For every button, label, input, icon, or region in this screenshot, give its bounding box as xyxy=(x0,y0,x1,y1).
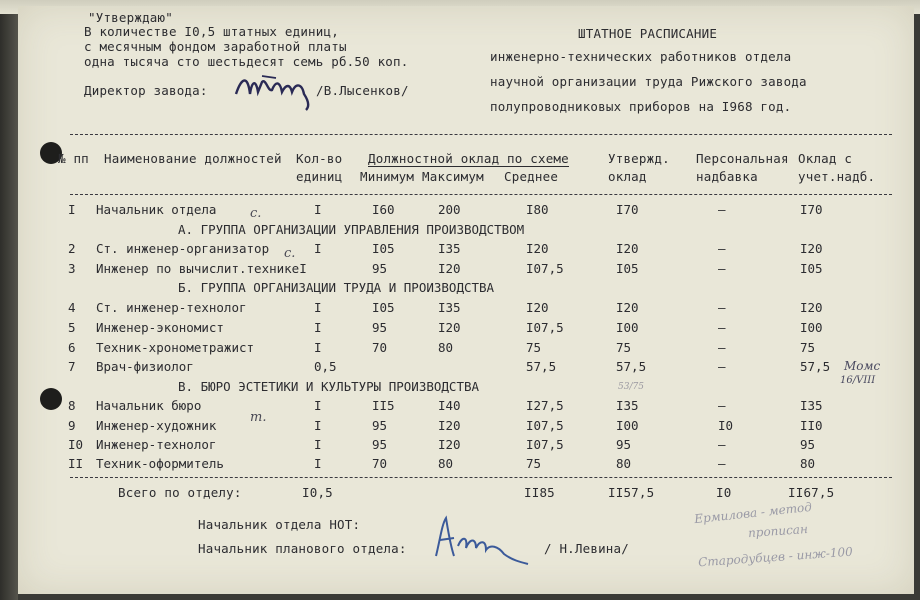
section-a-heading: А. ГРУППА ОРГАНИЗАЦИИ УПРАВЛЕНИЯ ПРОИЗВОДСТВОМ xyxy=(178,222,525,237)
header-qty-1: Кол-во xyxy=(296,151,343,166)
row-total-salary: I35 xyxy=(800,398,823,413)
row-personal-bonus: – xyxy=(718,202,726,217)
row-number: 6 xyxy=(68,340,76,355)
row-personal-bonus: – xyxy=(718,300,726,315)
row-quantity: I xyxy=(314,320,322,335)
row-personal-bonus: – xyxy=(718,241,726,256)
pencil-note-575: 53/75 xyxy=(618,382,644,392)
header-personal-2: надбавка xyxy=(696,169,758,184)
row-personal-bonus: – xyxy=(718,340,726,355)
header-approved-2: оклад xyxy=(608,169,647,184)
row-position-name: Инженер по вычислит.техникеI xyxy=(96,261,307,276)
row-salary-avg: I07,5 xyxy=(526,320,564,335)
row-position-name: Ст. инженер-организатор xyxy=(96,241,270,256)
table-row xyxy=(18,202,914,221)
header-top-rule xyxy=(70,134,892,135)
row-position-name: Ст. инженер-технолог xyxy=(96,300,247,315)
table-row xyxy=(18,241,914,260)
row-approved-salary: I05 xyxy=(616,261,639,276)
header-name: Наименование должностей xyxy=(104,151,282,166)
totals-label: Всего по отделу: xyxy=(118,485,242,500)
row-number: 8 xyxy=(68,398,76,413)
row-personal-bonus: – xyxy=(718,320,726,335)
row-approved-salary: 75 xyxy=(616,340,632,355)
approval-line-3: с месячным фондом заработной платы xyxy=(84,39,347,54)
row-personal-bonus: – xyxy=(718,437,726,452)
row-salary-min: I05 xyxy=(372,241,395,256)
table-row xyxy=(18,418,914,437)
title-line-3: научной организации труда Рижского завода xyxy=(490,74,807,89)
row-salary-min: 70 xyxy=(372,340,388,355)
plan-head-name: / Н.Левина/ xyxy=(544,541,629,556)
pencil-note-bottom-1: Ермилова - метод xyxy=(693,499,813,527)
row-quantity: I xyxy=(314,300,322,315)
row-quantity: I xyxy=(314,202,322,217)
row-salary-min: I05 xyxy=(372,300,395,315)
table-row xyxy=(18,437,914,456)
approval-title: "Утверждаю" xyxy=(88,10,173,25)
row-salary-max: 80 xyxy=(438,456,454,471)
row-position-name: Техник-хронометражист xyxy=(96,340,255,355)
row-salary-max: I20 xyxy=(438,418,461,433)
header-personal-1: Персональная xyxy=(696,151,789,166)
row-salary-max: 200 xyxy=(438,202,461,217)
document-title: ШТАТНОЕ РАСПИСАНИЕ xyxy=(578,26,718,41)
header-max: Максимум xyxy=(422,169,484,184)
row-position-name: Врач-физиолог xyxy=(96,359,194,374)
row-position-name: Начальник отдела xyxy=(96,202,217,217)
title-line-4: полупроводниковых приборов на I968 год. xyxy=(490,99,792,114)
handwritten-note-right-2: 16/VIII xyxy=(840,375,876,386)
header-qty-2: единиц xyxy=(296,169,343,184)
row-salary-avg: I27,5 xyxy=(526,398,564,413)
section-b-heading: Б. ГРУППА ОРГАНИЗАЦИИ ТРУДА И ПРОИЗВОДСТВА xyxy=(178,280,495,295)
row-salary-min: 95 xyxy=(372,437,388,452)
head-not-label: Начальник отдела НОТ: xyxy=(198,517,361,532)
row-salary-min: II5 xyxy=(372,398,395,413)
row-salary-max: I20 xyxy=(438,261,461,276)
row-personal-bonus: – xyxy=(718,359,726,374)
table-row xyxy=(18,456,914,475)
planning-signature xyxy=(428,510,538,566)
row-total-salary: 75 xyxy=(800,340,816,355)
row-position-name: Инженер-художник xyxy=(96,418,217,433)
pencil-note-bottom-2: прописан xyxy=(747,521,809,541)
row-salary-avg: 57,5 xyxy=(526,359,557,374)
table-row xyxy=(18,340,914,359)
row-salary-avg: I20 xyxy=(526,300,549,315)
row-position-name: Инженер-технолог xyxy=(96,437,217,452)
table-row xyxy=(18,300,914,319)
row-number: 9 xyxy=(68,418,76,433)
header-total-2: учет.надб. xyxy=(798,169,876,184)
row-salary-max: 80 xyxy=(438,340,454,355)
row-personal-bonus: – xyxy=(718,261,726,276)
totals-approved: II57,5 xyxy=(608,485,655,500)
row-position-name: Начальник бюро xyxy=(96,398,202,413)
handwritten-mark-c-1: с. xyxy=(250,206,262,221)
row-approved-salary: I70 xyxy=(616,202,639,217)
row-personal-bonus: – xyxy=(718,398,726,413)
section-v-heading: В. БЮРО ЭСТЕТИКИ И КУЛЬТУРЫ ПРОИЗВОДСТВА xyxy=(178,379,480,394)
row-quantity: I xyxy=(314,398,322,413)
row-salary-min: 95 xyxy=(372,261,388,276)
row-salary-avg: I07,5 xyxy=(526,437,564,452)
row-approved-salary: I20 xyxy=(616,300,639,315)
row-salary-avg: I07,5 xyxy=(526,261,564,276)
head-plan-label: Начальник планового отдела: xyxy=(198,541,407,556)
row-salary-avg: 75 xyxy=(526,456,542,471)
totals-total: II67,5 xyxy=(788,485,835,500)
row-approved-salary: I20 xyxy=(616,241,639,256)
table-row xyxy=(18,261,914,280)
header-avg: Среднее xyxy=(504,169,559,184)
row-position-name: Инженер-экономист xyxy=(96,320,224,335)
totals-rule xyxy=(70,477,892,478)
scan-background xyxy=(0,0,18,600)
table-row xyxy=(18,359,914,378)
header-total-1: Оклад с xyxy=(798,151,853,166)
row-personal-bonus: I0 xyxy=(718,418,734,433)
header-min: Минимум xyxy=(360,169,415,184)
document-page xyxy=(18,6,914,594)
row-salary-min: 70 xyxy=(372,456,388,471)
row-quantity: I xyxy=(314,241,322,256)
row-number: I xyxy=(68,202,76,217)
row-number: 2 xyxy=(68,241,76,256)
row-number: 5 xyxy=(68,320,76,335)
row-salary-avg: 75 xyxy=(526,340,542,355)
row-salary-max: I20 xyxy=(438,320,461,335)
table-row xyxy=(18,320,914,339)
table-row xyxy=(18,398,914,417)
row-approved-salary: I00 xyxy=(616,418,639,433)
title-line-2: инженерно-технических работников отдела xyxy=(490,49,792,64)
row-salary-avg: I80 xyxy=(526,202,549,217)
row-number: 3 xyxy=(68,261,76,276)
totals-avg: II85 xyxy=(524,485,555,500)
row-number: I0 xyxy=(68,437,84,452)
row-salary-max: I35 xyxy=(438,241,461,256)
row-salary-avg: I07,5 xyxy=(526,418,564,433)
handwritten-mark-t: т. xyxy=(250,410,267,425)
row-salary-max: I35 xyxy=(438,300,461,315)
row-total-salary: I70 xyxy=(800,202,823,217)
row-salary-max: I40 xyxy=(438,398,461,413)
row-salary-avg: I20 xyxy=(526,241,549,256)
row-approved-salary: 57,5 xyxy=(616,359,647,374)
totals-qty: I0,5 xyxy=(302,485,333,500)
row-total-salary: II0 xyxy=(800,418,823,433)
row-number: 7 xyxy=(68,359,76,374)
row-total-salary: I00 xyxy=(800,320,823,335)
row-salary-max: I20 xyxy=(438,437,461,452)
row-approved-salary: I35 xyxy=(616,398,639,413)
totals-personal: I0 xyxy=(716,485,732,500)
row-approved-salary: I00 xyxy=(616,320,639,335)
row-quantity: I xyxy=(314,437,322,452)
row-number: 4 xyxy=(68,300,76,315)
row-total-salary: 57,5 xyxy=(800,359,831,374)
pencil-note-bottom-3: Стародубцев - инж-100 xyxy=(697,544,854,570)
row-quantity: 0,5 xyxy=(314,359,337,374)
row-total-salary: I20 xyxy=(800,241,823,256)
row-salary-min: 95 xyxy=(372,418,388,433)
row-quantity: I xyxy=(314,418,322,433)
row-total-salary: I05 xyxy=(800,261,823,276)
row-quantity: I xyxy=(314,456,322,471)
row-total-salary: 95 xyxy=(800,437,816,452)
row-position-name: Техник-оформитель xyxy=(96,456,224,471)
header-approved-1: Утвержд. xyxy=(608,151,670,166)
row-personal-bonus: – xyxy=(718,456,726,471)
row-salary-min: 95 xyxy=(372,320,388,335)
row-approved-salary: 95 xyxy=(616,437,632,452)
row-total-salary: 80 xyxy=(800,456,816,471)
handwritten-mark-c-2: с. xyxy=(284,246,296,261)
row-approved-salary: 80 xyxy=(616,456,632,471)
row-salary-min: I60 xyxy=(372,202,395,217)
row-quantity: I xyxy=(314,340,322,355)
header-bottom-rule xyxy=(70,194,892,195)
handwritten-note-right-1: Момс xyxy=(844,359,881,373)
director-label: Директор завода: xyxy=(84,83,208,98)
row-number: II xyxy=(68,456,84,471)
approval-line-2: В количестве I0,5 штатных единиц, xyxy=(84,24,339,39)
row-total-salary: I20 xyxy=(800,300,823,315)
header-num: № пп xyxy=(58,151,89,166)
header-salary-group: Должностной оклад по схеме xyxy=(368,151,569,166)
director-name: /В.Лысенков/ xyxy=(316,83,409,98)
approval-line-4: одна тысяча сто шестьдесят семь рб.50 коп. xyxy=(84,54,409,69)
